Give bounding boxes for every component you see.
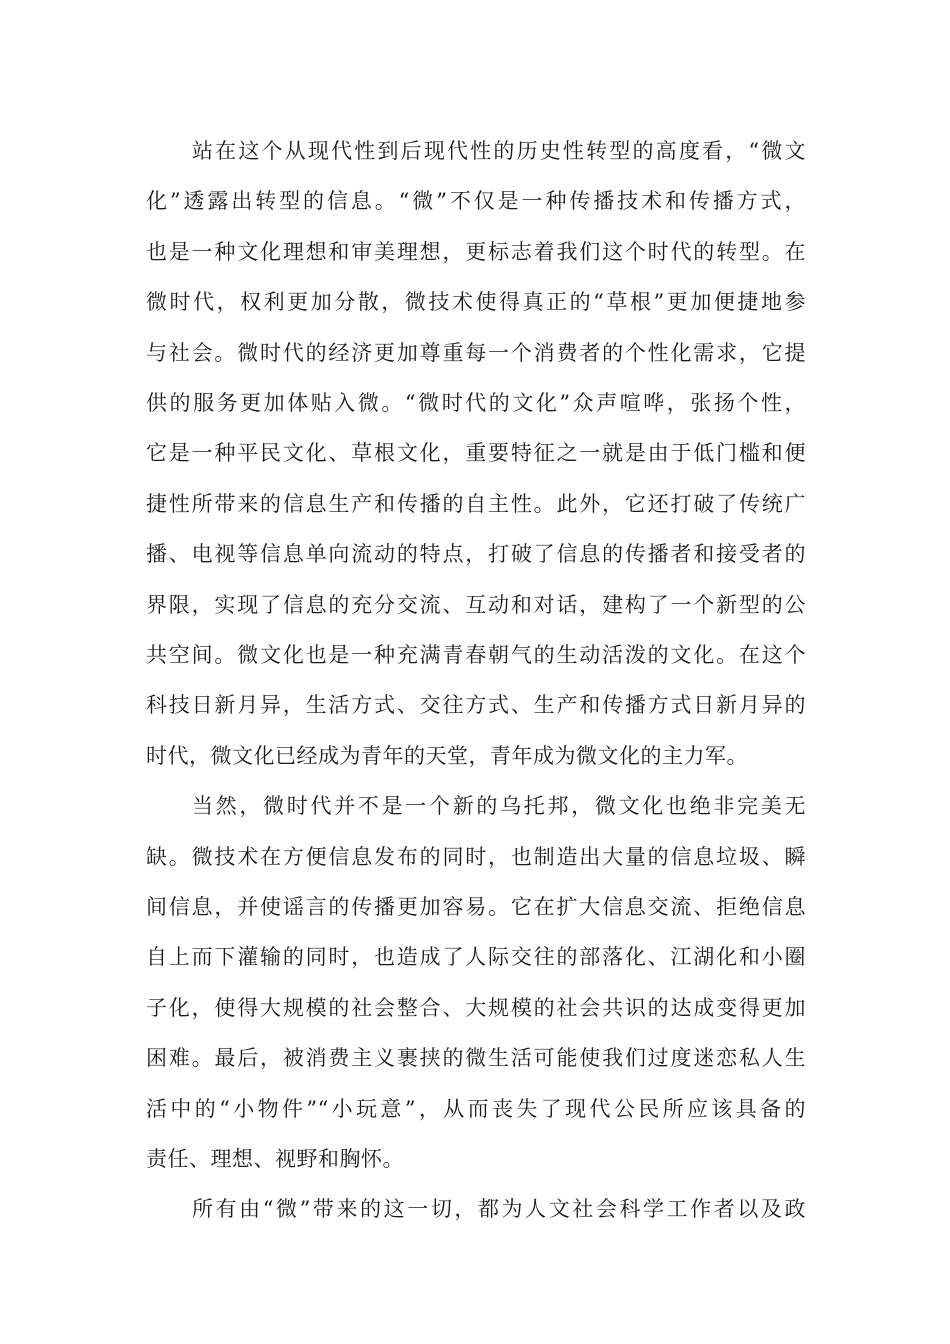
text-line: 界限，实现了信息的充分交流、互动和对话，建构了一个新型的公 [146,593,806,617]
text-line: 也是一种文化理想和审美理想，更标志着我们这个时代的转型。在 [146,240,806,264]
text-line: 它是一种平民文化、草根文化，重要特征之一就是由于低门槛和便 [146,441,806,465]
text-line: 站在这个从现代性到后现代性的历史性转型的高度看，“微文 [192,139,806,163]
text-line: 子化，使得大规模的社会整合、大规模的社会共识的达成变得更加 [146,996,806,1020]
text-line: 与社会。微时代的经济更加尊重每一个消费者的个性化需求，它提 [146,341,806,365]
text-line: 供的服务更加体贴入微。“微时代的文化”众声喧哗，张扬个性， [146,391,806,415]
text-line: 所有由“微”带来的这一切，都为人文社会科学工作者以及政 [192,1197,806,1221]
text-line: 微时代，权利更加分散，微技术使得真正的“草根”更加便捷地参 [146,290,806,314]
text-line: 缺。微技术在方便信息发布的同时，也制造出大量的信息垃圾、瞬 [146,845,806,869]
text-line: 时代，微文化已经成为青年的天堂，青年成为微文化的主力军。 [146,744,748,768]
text-line: 间信息，并使谣言的传播更加容易。它在扩大信息交流、拒绝信息 [146,895,806,919]
text-line: 科技日新月异，生活方式、交往方式、生产和传播方式日新月异的 [146,693,806,717]
text-line: 共空间。微文化也是一种充满青春朝气的生动活泼的文化。在这个 [146,643,806,667]
text-line: 自上而下灌输的同时，也造成了人际交往的部落化、江湖化和小圈 [146,945,806,969]
text-line: 当然，微时代并不是一个新的乌托邦，微文化也绝非完美无 [192,794,806,818]
text-line: 活中的“小物件”“小玩意”，从而丧失了现代公民所应该具备的 [146,1097,806,1121]
text-line: 困难。最后，被消费主义裹挟的微生活可能使我们过度迷恋私人生 [146,1046,806,1070]
text-line: 责任、理想、视野和胸怀。 [146,1147,404,1171]
text-line: 化”透露出转型的信息。“微”不仅是一种传播技术和传播方式， [146,189,806,213]
text-line: 捷性所带来的信息生产和传播的自主性。此外，它还打破了传统广 [146,492,806,516]
text-line: 播、电视等信息单向流动的特点，打破了信息的传播者和接受者的 [146,542,806,566]
